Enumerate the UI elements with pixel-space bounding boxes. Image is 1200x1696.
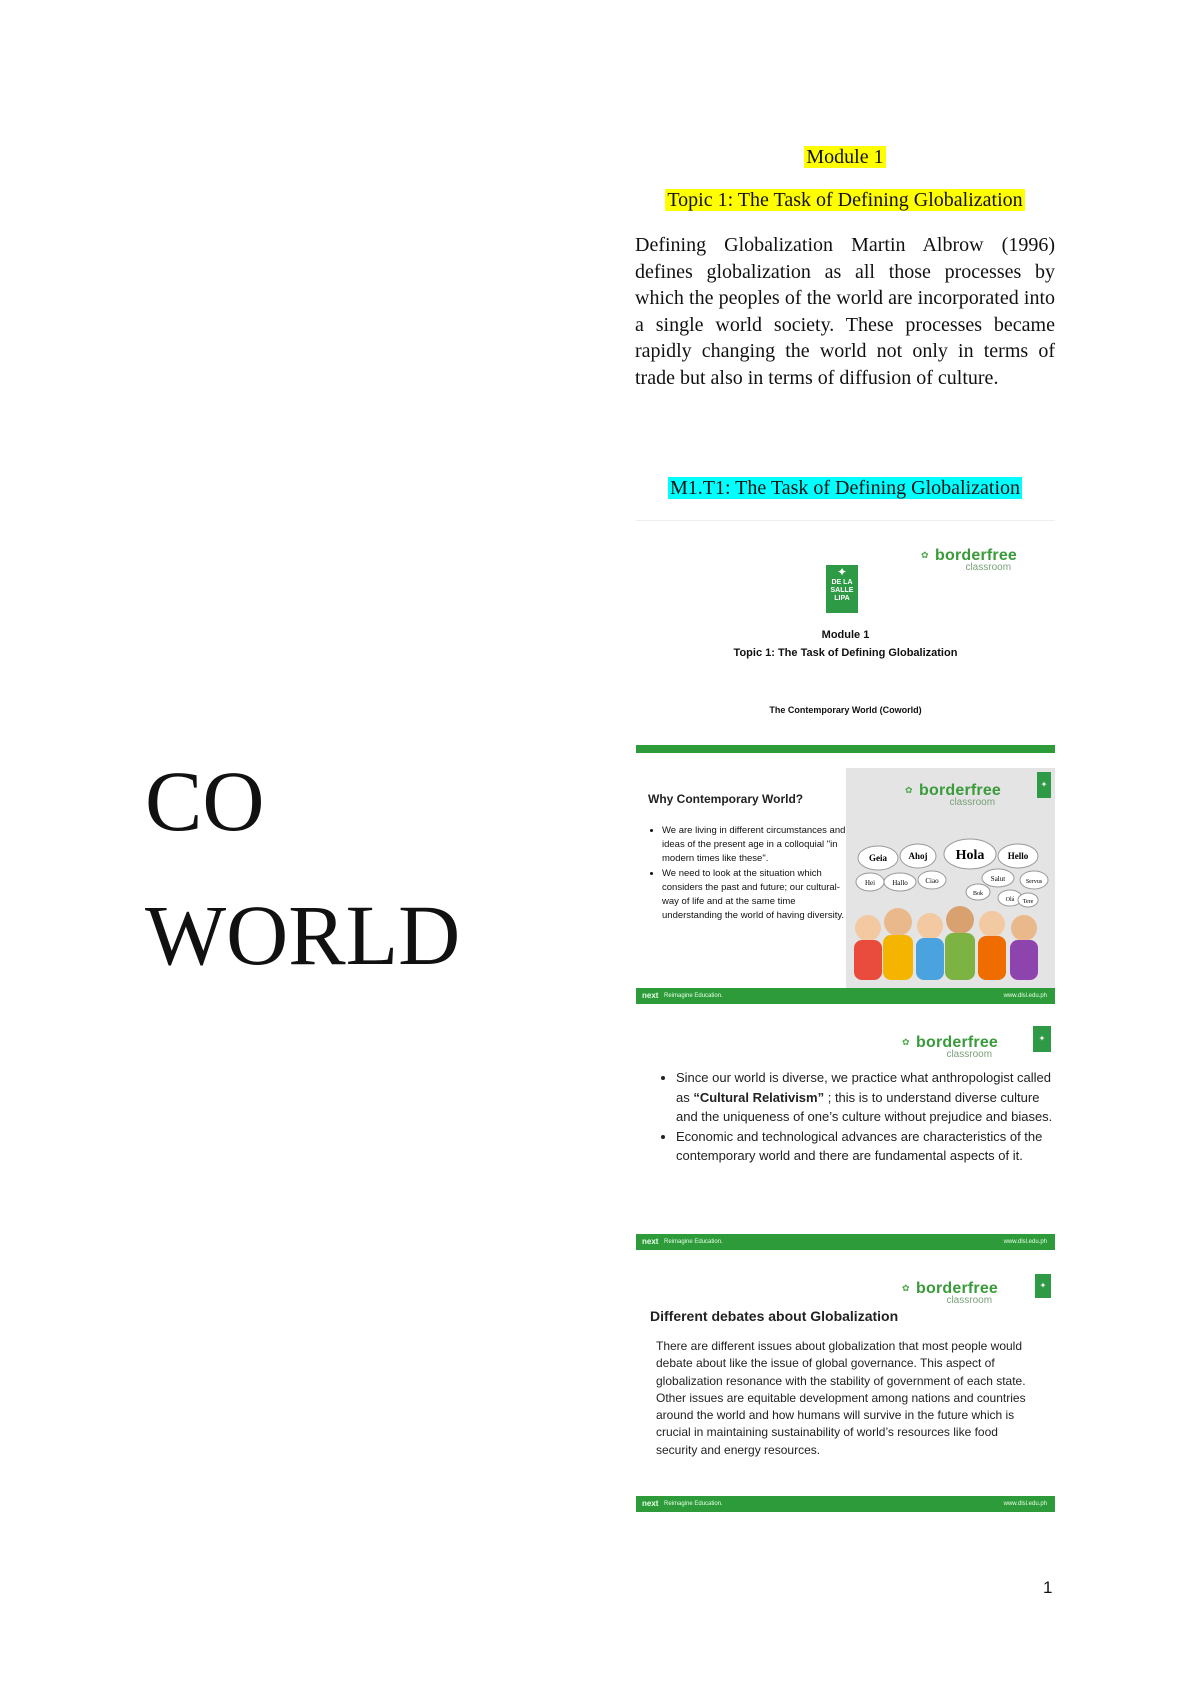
bubble-text: Ciao: [925, 877, 939, 885]
section-heading-text: M1.T1: The Task of Defining Globalization: [669, 477, 1021, 499]
bubble-text: Geia: [869, 853, 887, 863]
brand-tagline: classroom: [946, 1049, 993, 1060]
bubble-text: Salut: [990, 875, 1006, 883]
slide1-course: The Contemporary World (Coworld): [769, 705, 922, 715]
slide3-bullet: [676, 1068, 1054, 1127]
slide4-body: There are different issues about globalization that most people would debate about like the issue of global governance. This aspect of globalization resonance with the stability of government of each state. Other issues are equitable development among nations and countries around the world and how humans will survive in the future which is crucial in maintaining sustainability of world’s resources like food security and energy resources.: [656, 1339, 1026, 1457]
brand-name: borderfree: [935, 547, 1018, 564]
footer-slogan: Reimagine Education.: [664, 993, 723, 999]
bubble-text: Olá: [1005, 897, 1015, 903]
slide3-bullet-text: Since our world is diverse, we practice what anthropologist called as: [676, 1070, 1052, 1105]
section-heading: [635, 477, 1055, 500]
definition-paragraph: Defining Globalization Martin Albrow (1996) defines globalization as all those processes by which the peoples of the world are incorporated into a single world society. These processes became rapidly changing the world not only in terms of trade but also in terms of diffusion of culture.: [635, 234, 1055, 389]
bubble-text: Hola: [955, 848, 985, 863]
slide-title: [636, 520, 1055, 753]
borderfree-logo: [921, 547, 1018, 573]
sprout-icon: ✿: [905, 785, 913, 795]
slide1-bottom-bar: [636, 745, 1055, 753]
module-title: [635, 146, 1055, 169]
dlsl-logo: ✦: [1037, 772, 1051, 798]
slide3-bullet-bold: “Cultural Relativism”: [693, 1089, 825, 1105]
footer-logo: next: [642, 991, 659, 1000]
topic-title-text: Topic 1: The Task of Defining Globalization: [667, 189, 1023, 211]
slide1-topic: Topic 1: The Task of Defining Globalization: [733, 647, 958, 659]
slide2-bullet: • We need to look at the situation which considers the past and future; our cultural-way of life and at the same time understanding the world of having diversity.: [662, 867, 852, 924]
slide1-module: Module 1: [821, 629, 870, 641]
footer-logo: next: [642, 1237, 659, 1246]
bubble-text: Hallo: [892, 879, 908, 887]
cover-title-line2: WORLD: [145, 887, 461, 983]
brand-name: borderfree: [916, 1034, 999, 1051]
dlsl-logo-text: DE LA SALLE LIPA: [830, 579, 854, 602]
borderfree-logo: [902, 1034, 999, 1060]
slide4-title: Different debates about Globalization: [650, 1308, 899, 1324]
footer-url: www.dlsl.edu.ph: [1003, 993, 1047, 999]
slide-footer: [636, 1234, 1055, 1250]
slide3-bullet: • Economic and technological advances are characteristics of the contemporary world and there are fundamental aspects of it.: [676, 1127, 1054, 1166]
slide-cultural-relativism: [636, 1018, 1055, 1250]
dlsl-logo: ✦: [1035, 1274, 1051, 1298]
brand-tagline: classroom: [965, 562, 1012, 573]
slide3-bullet-text: ; this is to understand diverse culture and the uniqueness of one’s culture without prejudice and biases.: [676, 1089, 1053, 1124]
bubble-text: Servus: [1025, 879, 1043, 885]
brand-name: borderfree: [919, 782, 1002, 799]
bubble-text: Tere: [1022, 899, 1034, 905]
footer-url: www.dlsl.edu.ph: [1003, 1501, 1047, 1507]
footer-slogan: Reimagine Education.: [664, 1239, 723, 1245]
cover-title-line1: CO: [145, 753, 265, 849]
dlsl-logo: ✦: [1033, 1026, 1051, 1052]
bubble-text: Hello: [1007, 851, 1029, 861]
module-title-text: Module 1: [806, 146, 884, 168]
bubble-text: Bok: [972, 891, 984, 897]
borderfree-logo: [905, 782, 1002, 808]
bubble-text: Hei: [864, 879, 876, 887]
footer-url: www.dlsl.edu.ph: [1003, 1239, 1047, 1245]
brand-name: borderfree: [916, 1280, 999, 1297]
brand-tagline: classroom: [946, 1295, 993, 1306]
slide2-bullets: [644, 824, 852, 923]
page-number: 1: [1043, 1578, 1053, 1597]
dlsl-logo: ✦ DE LA SALLE LIPA: [826, 565, 858, 613]
slide2-bullet: • We are living in different circumstances and ideas of the present age in a colloquial "in modern times like these".: [662, 824, 852, 867]
slide-why-contemporary: [636, 768, 1055, 1004]
sprout-icon: ✿: [921, 550, 929, 560]
slide2-title: Why Contemporary World?: [648, 792, 804, 806]
slide-globalization-debates: [636, 1266, 1055, 1512]
footer-slogan: Reimagine Education.: [664, 1501, 723, 1507]
borderfree-logo: [902, 1280, 999, 1306]
slide-footer: [636, 988, 1055, 1004]
topic-title: [635, 189, 1055, 212]
bubble-text: Ahoj: [908, 851, 928, 861]
slide3-bullets: [658, 1068, 1054, 1166]
people-group: [854, 906, 1038, 980]
sprout-icon: ✿: [902, 1283, 910, 1293]
sprout-icon: ✿: [902, 1037, 910, 1047]
slide-footer: [636, 1496, 1055, 1512]
brand-tagline: classroom: [949, 797, 996, 808]
footer-logo: next: [642, 1499, 659, 1508]
people-greetings-illustration: [850, 820, 1050, 980]
